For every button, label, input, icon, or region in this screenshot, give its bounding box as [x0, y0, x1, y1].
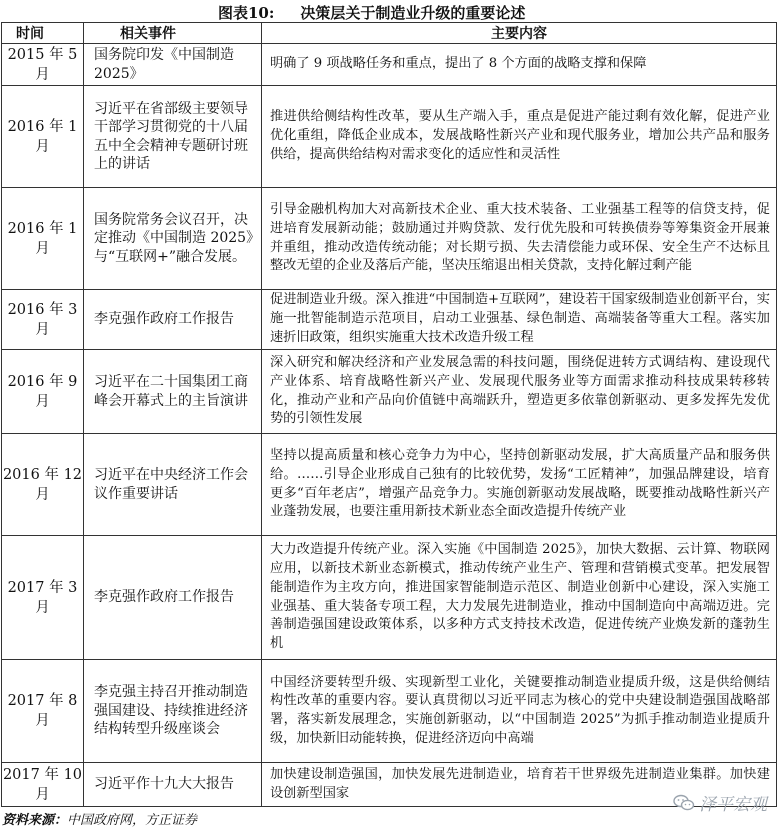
row-event: 习近平在二十国集团工商峰会开幕式上的主旨演讲 — [84, 350, 262, 434]
row-event: 国务院常务会议召开，决定推动《中国制造 2025》与“互联网+”融合发展。 — [84, 188, 262, 290]
row-time: 2016 年 9 月 — [2, 350, 84, 434]
row-event: 李克强作政府工作报告 — [84, 536, 262, 660]
header-event: 相关事件 — [84, 23, 262, 44]
table-row — [2, 188, 777, 290]
watermark-text: 泽平宏观 — [699, 795, 767, 815]
row-content: 深入研究和解决经济和产业发展急需的科技问题，围绕促进转方式调结构、建设现代产业体系、培育战略性新兴产业、发展现代服务业等方面需求推动科技成果转移转化，推动产业和产品向价值链中高端跃升，塑造更多依靠创新驱动、更多发挥先发优势的引领性发展 — [262, 350, 777, 434]
wechat-icon — [673, 794, 695, 812]
source-text: 中国政府网，方正证券 — [67, 813, 198, 828]
row-time: 2016 年 1 月 — [2, 188, 84, 290]
row-content: 大力改造提升传统产业。深入实施《中国制造 2025》，加快大数据、云计算、物联网应用，以新技术新业态新模式，推动传统产业生产、管理和营销模式变革。把发展智能制造作为主攻方向，推进国家智能制造示范区、制造业创新中心建设，深入实施工业强基、重大装备专项工程，大力发展先进制造业，推动中国制造向中高端迈进。完善制造强国建设政策体系，以多种方式支持技术改造，促进传统产业焕发新的蓬勃生机 — [262, 536, 777, 660]
row-content: 明确了 9 项战略任务和重点，提出了 8 个方面的战略支撑和保障 — [262, 44, 777, 86]
row-time: 2016 年 3 月 — [2, 290, 84, 350]
row-event: 李克强主持召开推动制造强国建设、持续推进经济结构转型升级座谈会 — [84, 660, 262, 763]
row-event: 习近平作十九大大报告 — [84, 763, 262, 807]
watermark — [673, 790, 767, 815]
row-time: 2017 年 10 月 — [2, 763, 84, 807]
row-content: 中国经济要转型升级、实现新型工业化，关键要推动制造业提质升级，这是供给侧结构性改革的重要内容。要认真贯彻以习近平同志为核心的党中央建设制造强国战略部署，落实新发展理念，实施创新驱动，以“中国制造 2025”为抓手推动制造业提质升级，加快新旧动能转换，促进经济迈向中高端 — [262, 660, 777, 763]
table-row — [2, 434, 777, 536]
figure-title — [218, 2, 525, 23]
table-row — [2, 44, 777, 86]
figure-title-text: 决策层关于制造业升级的重要论述 — [300, 4, 526, 22]
row-event: 习近平在省部级主要领导干部学习贯彻党的十八届五中全会精神专题研讨班上的讲话 — [84, 86, 262, 188]
row-time: 2016 年 1 月 — [2, 86, 84, 188]
table-row — [2, 763, 777, 807]
table-row — [2, 290, 777, 350]
header-time: 时间 — [2, 23, 84, 44]
row-content: 引导金融机构加大对高新技术企业、重大技术装备、工业强基工程等的信贷支持，促进培育发展新动能；鼓励通过并购贷款、发行优先股和可转换债券等筹集资金开展兼并重组，推动改造传统动能；对长期亏损、失去清偿能力或环保、安全生产不达标且整改无望的企业及落后产能，坚决压缩退出相关贷款，支持化解过剩产能 — [262, 188, 777, 290]
header-content: 主要内容 — [262, 23, 777, 44]
row-event: 国务院印发《中国制造 2025》 — [84, 44, 262, 86]
row-content: 促进制造业升级。深入推进“中国制造+互联网”，建设若干国家级制造业创新平台，实施一批智能制造示范项目，启动工业强基、绿色制造、高端装备等重大工程。落实加速折旧政策，组织实施重大技术改造升级工程 — [262, 290, 777, 350]
source-note — [2, 809, 197, 828]
policy-table — [1, 22, 777, 807]
row-content: 推进供给侧结构性改革，要从生产端入手，重点是促进产能过剩有效化解，促进产业优化重组，降低企业成本，发展战略性新兴产业和现代服务业，增加公共产品和服务供给，提高供给结构对需求变化的适应性和灵活性 — [262, 86, 777, 188]
row-time: 2016 年 12 月 — [2, 434, 84, 536]
row-event: 李克强作政府工作报告 — [84, 290, 262, 350]
table-row — [2, 86, 777, 188]
row-time: 2015 年 5 月 — [2, 44, 84, 86]
figure-title-row — [0, 0, 777, 22]
row-time: 2017 年 8 月 — [2, 660, 84, 763]
table-row — [2, 350, 777, 434]
table-header-row — [2, 23, 777, 44]
row-content: 坚持以提高质量和核心竞争力为中心，坚持创新驱动发展，扩大高质量产品和服务供给。……引导企业形成自己独有的比较优势，发扬“工匠精神”，加强品牌建设，培育更多“百年老店”，增强产品竞争力。实施创新驱动发展战略，既要推动战略性新兴产业蓬勃发展，也要注重用新技术新业态全面改造提升传统产业 — [262, 434, 777, 536]
row-content: 加快建设制造强国，加快发展先进制造业，培育若干世界级先进制造业集群。加快建设创新型国家 — [262, 763, 777, 807]
figure-label: 图表10: — [218, 4, 275, 22]
source-label: 资料来源： — [2, 813, 68, 828]
table-row — [2, 536, 777, 660]
table-row — [2, 660, 777, 763]
row-event: 习近平在中央经济工作会议作重要讲话 — [84, 434, 262, 536]
row-time: 2017 年 3 月 — [2, 536, 84, 660]
